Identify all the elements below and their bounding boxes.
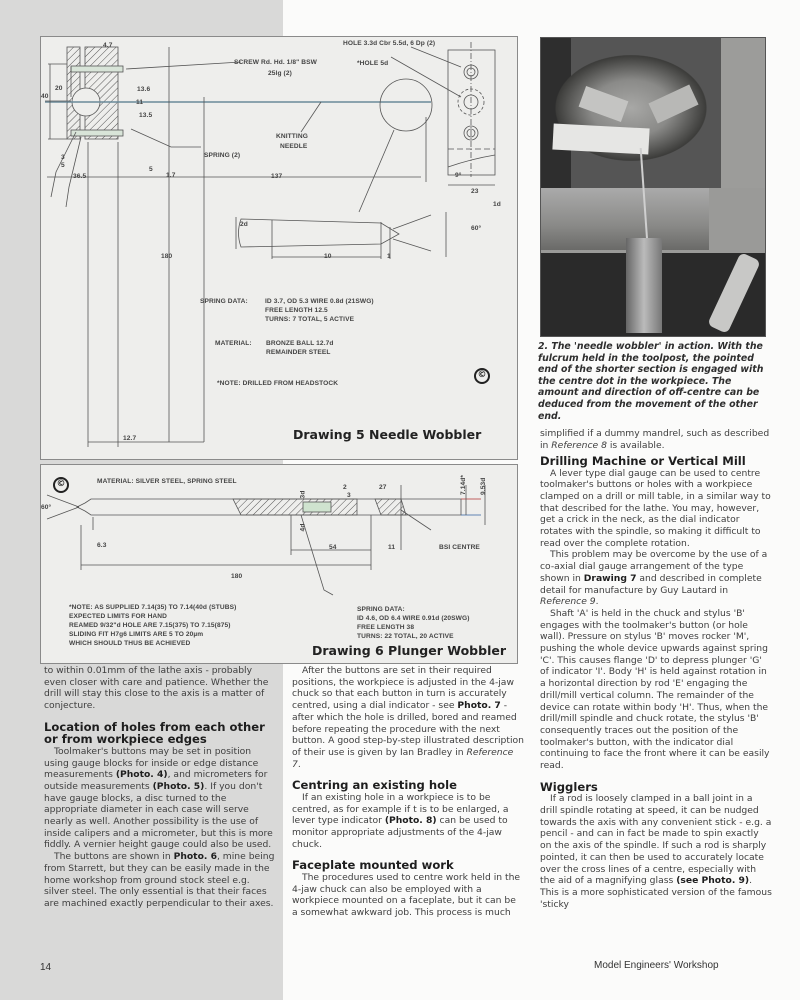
chuck-jaw	[648, 85, 698, 124]
dim-54: 54	[329, 544, 337, 551]
paragraph: Shaft 'A' is held in the chuck and stylus 'B' engages with the toolmaker's button (or hole wall). Pressure on stylus 'B' moves rocker 'M', pushing the whole device upwards against spring 'C'. This causes flange 'D' to depress plunger 'G' of indicator 'I'. Body 'H' is held against rotation in a horizontal direction by rod 'E' engaging the drill/mill vertical column. The remainder of the device can rotate within body 'H'. Thus, when the drill/mill spindle and chuck rotate, the stylus 'B' consequently traces out the position of the toolmaker's button, with the indicator dial continuing to face the front where it can be easily read.	[540, 607, 770, 772]
photo-ref: Photo. 6	[173, 851, 217, 863]
text: Toolmaker's buttons may be set in position using gauge blocks for inside or edge distance measurements	[44, 745, 259, 781]
dim-40: 40	[41, 93, 49, 100]
note-line: *NOTE: AS SUPPLIED 7.14(35) TO 7.14(40d (STUBS)	[69, 604, 237, 611]
photo-ref: (see Photo. 9)	[676, 875, 750, 887]
needle-wobbler-line-drawing	[41, 37, 519, 461]
label-hole-5d: *HOLE 5d	[357, 60, 389, 67]
drawing6-material: MATERIAL: SILVER STEEL, SPRING STEEL	[97, 478, 237, 485]
dim-6-3: 6.3	[97, 542, 107, 549]
reference: Reference 9	[540, 596, 596, 608]
dim-4d: 4d	[299, 523, 307, 532]
dim-2d: 2d	[240, 221, 248, 228]
text: If a rod is loosely clamped in a ball joint in a drill spindle rotating at speed, it can be nudged towards the axis with any convenient stick - e.g. a pencil - and can in fact be made to spin exactly on the axis of the spindle. If such a rod is sharply pointed, it can then be used to accurately locate over the cross lines of a centre, especially with the aid of a magnifying glass	[540, 793, 772, 887]
column-2	[292, 665, 524, 919]
spring-data-label: SPRING DATA:	[200, 298, 248, 305]
text: .	[595, 596, 599, 608]
dim-1d: 1d	[493, 201, 501, 208]
copyright-icon: ©	[53, 477, 69, 493]
dim-13-6: 13.6	[137, 86, 151, 93]
dim-3d: 3d	[299, 490, 307, 499]
centre-tool	[626, 238, 662, 333]
spring-line: TURNS: 22 TOTAL, 20 ACTIVE	[357, 633, 454, 640]
copyright-icon: ©	[474, 368, 490, 384]
text: , and micrometers for outside measurements	[44, 769, 268, 792]
column-3	[540, 455, 772, 910]
text: . If you don't have gauge blocks, a disc turned to the appropriate diameter in each case will serve nearly as well. Another possibility is the use of inside calipers and a micrometer, but this is more fiddly. A vernier height gauge could also be used.	[44, 780, 273, 851]
spring-data-1: ID 3.7, OD 5.3 WIRE 0.8d (21SWG)	[265, 298, 374, 305]
spring-line: SPRING DATA:	[357, 606, 405, 613]
material-2: REMAINDER STEEL	[266, 349, 331, 356]
spring-data-2: FREE LENGTH 12.5	[265, 307, 328, 314]
dim-2: 2	[343, 484, 347, 491]
drawing6-spring-data	[357, 605, 470, 641]
note-line: WHICH SHOULD THUS BE ACHIEVED	[69, 640, 191, 647]
drawing-5-title: Drawing 5 Needle Wobbler	[293, 427, 482, 442]
paragraph	[540, 793, 772, 910]
label-spring: SPRING (2)	[204, 152, 241, 159]
drawing-ref: Drawing 7	[583, 572, 637, 584]
label-knitting-needle: KNITTING	[276, 133, 308, 140]
handle	[707, 252, 761, 334]
dim-137: 137	[271, 173, 283, 180]
photo-ref: (Photo. 5)	[152, 780, 205, 792]
paragraph	[292, 665, 524, 770]
heading-centring-existing-hole: Centring an existing hole	[292, 778, 457, 793]
text: and described in complete detail for manufacture by Guy Lautard in	[540, 572, 762, 596]
dim-27: 27	[379, 484, 387, 491]
dim-180: 180	[231, 573, 243, 580]
note-line: EXPECTED LIMITS FOR HAND	[69, 613, 168, 620]
spring-line: FREE LENGTH 38	[357, 624, 415, 631]
dim-4-7: 4.7	[103, 42, 113, 49]
text: The buttons are shown in	[54, 851, 174, 863]
bsi-centre-label: BSI CENTRE	[439, 544, 480, 551]
dim-1-7: 1.7	[166, 172, 176, 179]
material-1: BRONZE BALL 12.7d	[266, 340, 334, 347]
heading-wigglers: Wigglers	[540, 779, 598, 794]
reference: Reference 7	[292, 746, 514, 770]
dim-11: 11	[136, 99, 144, 106]
dim-60-deg: 60°	[41, 504, 52, 511]
text: can be used to monitor appropriate adjustments of the 4-jaw chuck.	[292, 815, 508, 850]
reference: Reference 8	[551, 439, 607, 451]
material-label: MATERIAL:	[215, 340, 252, 347]
dim-3: 3	[347, 492, 351, 499]
dim-36-5: 36.5	[73, 173, 87, 180]
dim-13-5: 13.5	[139, 112, 153, 119]
drawing-6-plunger-wobbler	[40, 464, 518, 664]
paragraph	[540, 549, 772, 608]
dim-1: 1	[387, 253, 391, 260]
dim-60-deg: 60°	[471, 225, 482, 232]
chuck-jaw	[579, 86, 629, 122]
text: is available.	[606, 439, 665, 451]
drawing-5-needle-wobbler	[40, 36, 518, 460]
text: , mine being from Starrett, but they can be easily made in the home workshop from ground stock steel e.g. silver steel. The only essential is that their faces are machined exactly perpendicular to their axes.	[44, 851, 275, 909]
note-line: SLIDING FIT H7g6 LIMITS ARE 5 TO 20µm	[69, 631, 204, 638]
paragraph	[292, 792, 524, 851]
drawing5-note: *NOTE: DRILLED FROM HEADSTOCK	[217, 380, 339, 387]
toolpost-bar	[541, 188, 709, 250]
dim-10: 10	[324, 253, 332, 260]
publication-name: Model Engineers' Workshop	[594, 960, 719, 971]
dim-11: 11	[388, 544, 396, 551]
page-number: 14	[40, 962, 52, 973]
photo-ref: Photo. 7	[457, 700, 501, 712]
label-screw: SCREW Rd. Hd. 1/8" BSW	[234, 59, 317, 66]
dim-20: 20	[55, 85, 63, 92]
card	[552, 124, 649, 155]
dim-12-7: 12.7	[123, 435, 137, 442]
text: . This is a more sophisticated version of the famous 'sticky	[540, 875, 772, 910]
paragraph: The procedures used to centre work held in the 4-jaw chuck can also be employed with a workpiece mounted on a faceplate, but it can be a somewhat awkward job. This process is much	[292, 871, 521, 918]
dim-9-53: 9.53d	[480, 477, 487, 495]
dim-5a: 5	[61, 162, 65, 169]
column-3-continuation	[540, 428, 770, 451]
text: After the buttons are set in their required positions, the workpiece is adjusted in the 4-jaw chuck so that each button in turn is accurately centred, using a dial indicator - see	[292, 665, 514, 712]
label-screw-line2: 25lg (2)	[268, 70, 292, 77]
dim-3: 3	[61, 154, 65, 161]
text: - after which the hole is drilled, bored and reamed before repeating the procedure with the next button. A good step-by-step illustrated description of their use is given by Ian Bradley in	[292, 700, 524, 758]
photo-needle-wobbler-in-action	[540, 37, 766, 337]
dim-5b: 5	[149, 166, 153, 173]
text: simplified if a dummy mandrel, such as described in	[540, 428, 770, 451]
heading-location-of-holes: Location of holes from each other or from workpiece edges	[44, 719, 265, 747]
paragraph: to within 0.01mm of the lathe axis - probably even closer with care and patience. Whether the drill will stay this close to the axis is a matter of conjecture.	[44, 665, 269, 712]
paragraph	[44, 746, 276, 851]
drawing6-note	[69, 603, 236, 648]
paragraph	[44, 851, 276, 910]
photo-caption: 2. The 'needle wobbler' in action. With the fulcrum held in the toolpost, the pointed end of the shorter section is engaged with the centre dot in the workpiece. The amount and direction of off-centre can be deduced from the movement of the other end.	[538, 341, 764, 422]
dim-23: 23	[471, 188, 479, 195]
drawing-6-title: Drawing 6 Plunger Wobbler	[312, 643, 506, 658]
column-1	[44, 665, 276, 910]
label-knitting-needle-2: NEEDLE	[280, 143, 308, 150]
heading-faceplate-mounted-work: Faceplate mounted work	[292, 858, 454, 873]
paragraph: A lever type dial gauge can be used to centre toolmaker's buttons or holes with a workpiece clamped on a drill or mill table, in a similar way to that described for the lathe. You may, however, get a crick in the neck, as the dial indicator rotates with the spindle, so making it difficult to read over the complete rotation.	[540, 467, 771, 549]
text: .	[297, 758, 301, 770]
label-hole-top: HOLE 3.3d Cbr 5.5d, 6 Dp (2)	[343, 40, 436, 47]
photo-ref: (Photo. 8)	[384, 815, 437, 827]
text: This problem may be overcome by the use of a co-axial dial gauge arrangement of the type shown in	[540, 549, 768, 584]
dim-7-14: 7.14d*	[460, 474, 467, 495]
spring-line: ID 4.6, OD 6.4 WIRE 0.91d (20SWG)	[357, 615, 470, 622]
photo-ref: (Photo. 4)	[115, 769, 168, 781]
heading-drilling-machine: Drilling Machine or Vertical Mill	[540, 454, 746, 468]
dim-9-deg: 9°	[455, 172, 462, 179]
spring-data-3: TURNS: 7 TOTAL, 5 ACTIVE	[265, 316, 355, 323]
text: If an existing hole in a workpiece is to be centred, as for example if t is to be enlarged, a lever type indicator	[292, 791, 509, 827]
dim-180: 180	[161, 253, 173, 260]
note-line: REAMED 9/32"d HOLE ARE 7.15(375) TO 7.15(875)	[69, 622, 231, 629]
